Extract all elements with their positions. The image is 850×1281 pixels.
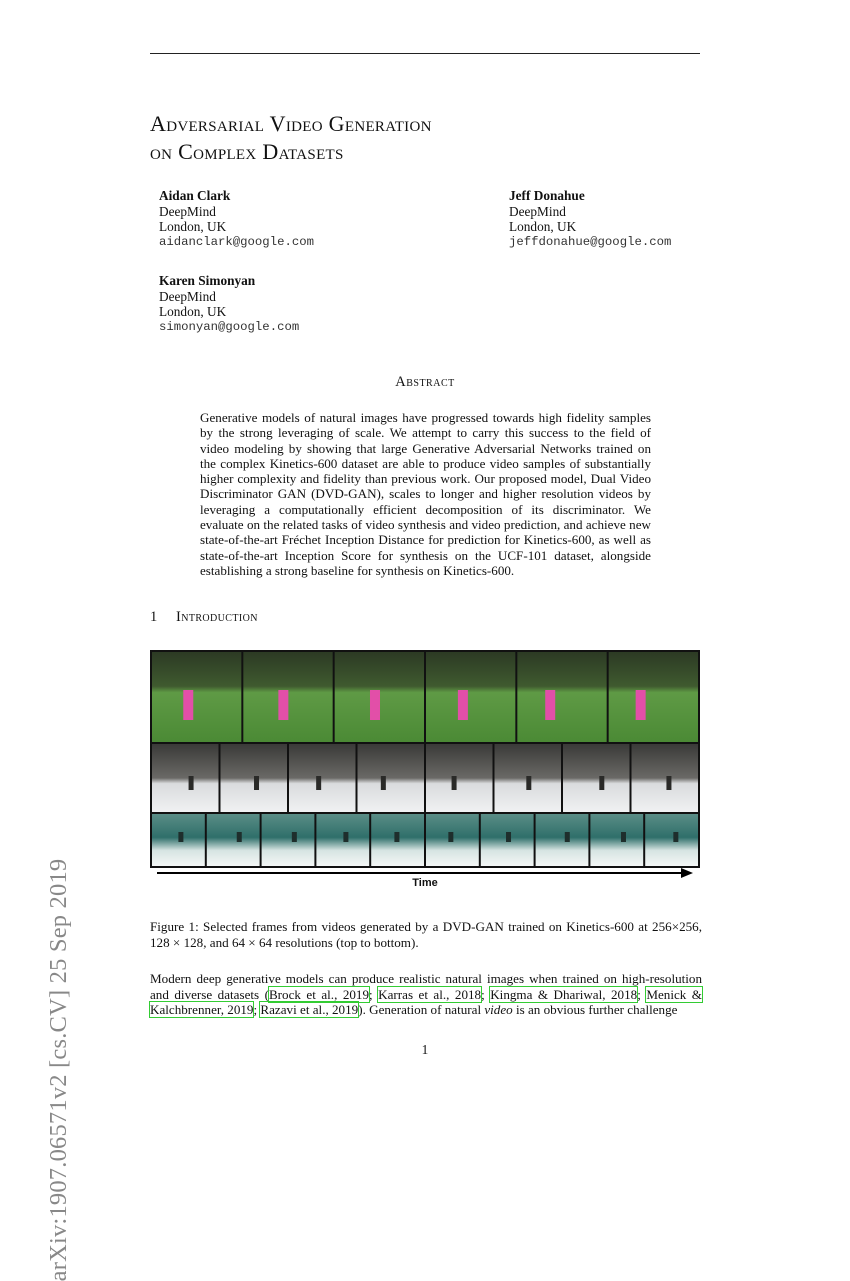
frame-subject [237,832,242,842]
frame-subject [448,832,453,842]
author-email[interactable]: simonyan@google.com [159,319,300,334]
author-affiliation: DeepMind [509,203,566,219]
frame-subject [458,690,468,720]
title-word: ideo [285,111,323,136]
figure-frames [150,650,700,868]
frame-subject [343,832,348,842]
intro-emphasis: video [484,1002,513,1017]
arxiv-stamp: arXiv:1907.06571v2 [cs.CV] 25 Sep 2019 [45,858,72,1281]
frame-subject [189,776,194,790]
frame-subject [636,690,646,720]
frame-subject [526,776,531,790]
title-word: A [150,111,167,136]
intro-paragraph: Modern deep generative models can produce realistic natural images when trained on high-resolution and diverse datasets (Brock et al., 2019; Karras et al., 2018; Kingma & Dhariwal, 2018; Menick & Kalchbrenner, 2019; Razavi et al., 2019). Generation of natural video is an obvious further challenge [150,971,702,1017]
video-frame [316,814,369,866]
citation-link[interactable]: Brock et al., 2019 [268,986,370,1002]
frame-subject [178,832,183,842]
intro-text: is an obvious further challenge [512,1002,678,1017]
video-frame [152,652,241,742]
video-frame [289,744,356,812]
time-axis-label: Time [412,877,438,889]
citation-link[interactable]: Menick & Kalchbrenner, 2019 [150,986,702,1017]
video-frame [426,652,515,742]
video-frame [152,744,219,812]
video-frame [609,652,698,742]
author-location: London, UK [509,219,577,234]
intro-text: ). Generation of natural [358,1002,485,1017]
title-word: atasets [278,139,344,164]
frame-subject [565,832,570,842]
video-frame [221,744,288,812]
section-heading [150,609,258,626]
frame-subject [666,776,671,790]
citation-link[interactable]: Razavi et al., 2019 [260,1002,359,1017]
frame-subject [370,690,380,720]
author-block-donahue [509,188,671,250]
author-name: Aidan Clark [159,188,231,203]
abstract-text: Generative models of natural images have progressed towards high fidelity samples by the strong leveraging of scale. We attempt to carry this success to the field of video modeling by showing that large Generative Adversarial Networks trained on the complex Kinetics-600 dataset are able to produce video samples of substantially higher complexity and fidelity than previous work. Our proposed model, Dual Video Discriminator GAN (DVD-GAN), scales to longer and higher resolution videos by leveraging a computationally efficient decomposition of its discriminator. We evaluate on the related tasks of video synthesis and video prediction, and achieve new state-of-the-art Fréchet Inception Distance for prediction for Kinetics-600, as well as state-of-the-art Inception Score for synthesis on the UCF-101 dataset, alongside establishing a strong baseline for synthesis on Kinetics-600. [200,410,651,578]
video-frame [207,814,260,866]
author-location: London, UK [159,304,227,319]
author-location: London, UK [159,219,227,234]
video-frame [536,814,589,866]
frame-subject [621,832,626,842]
author-name: Jeff Donahue [509,188,585,203]
figure-caption: Figure 1: Selected frames from videos generated by a DVD-GAN trained on Kinetics-600 at 256×256, 128 × 128, and 64 × 64 resolutions (top to bottom). [150,919,702,950]
frame-subject [183,690,193,720]
author-name: Karen Simonyan [159,273,256,288]
frame-subject [394,832,399,842]
frame-subject [292,832,297,842]
title-word: omplex [193,139,257,164]
author-affiliation: DeepMind [159,203,216,219]
frame-subject [254,776,259,790]
video-frame [632,744,699,812]
title-word: C [178,139,194,164]
title-word: dversarial [166,111,265,136]
frame-subject [316,776,321,790]
author-block-clark [159,188,314,250]
video-frame [152,814,205,866]
video-frame [426,744,493,812]
frame-subject [506,832,511,842]
title-word: D [262,139,279,164]
intro-text: Modern deep generative models can produce realistic natural images when trained on high-resolution and diverse datasets ( [150,971,702,1002]
citation-link[interactable]: Kingma & Dhariwal, 2018 [490,986,638,1002]
author-email[interactable]: aidanclark@google.com [159,234,314,249]
title-word: on [150,139,173,164]
section-title: Introduction [176,609,258,625]
title-word: V [269,111,286,136]
frame-subject [381,776,386,790]
title-word: eneration [344,111,432,136]
video-frame [262,814,315,866]
author-affiliation: DeepMind [159,288,216,304]
frame-subject [452,776,457,790]
page-number: 1 [421,1042,429,1057]
section-number: 1 [150,609,158,625]
video-frame [590,814,643,866]
frame-subject [545,690,555,720]
video-frame [563,744,630,812]
paper-title [150,110,432,166]
author-email[interactable]: jeffdonahue@google.com [509,234,672,249]
frame-subject [278,690,288,720]
frame-subject [599,776,604,790]
author-block-simonyan [159,273,299,335]
video-frame [358,744,425,812]
abstract-heading: Abstract [395,374,455,390]
video-frame [645,814,698,866]
video-frame [517,652,606,742]
title-line-1 [150,110,432,138]
title-word: G [328,111,345,136]
frame-subject [673,832,678,842]
title-line-2 [150,138,432,166]
header-rule [150,53,700,54]
citation-link[interactable]: Karras et al., 2018 [378,986,482,1002]
